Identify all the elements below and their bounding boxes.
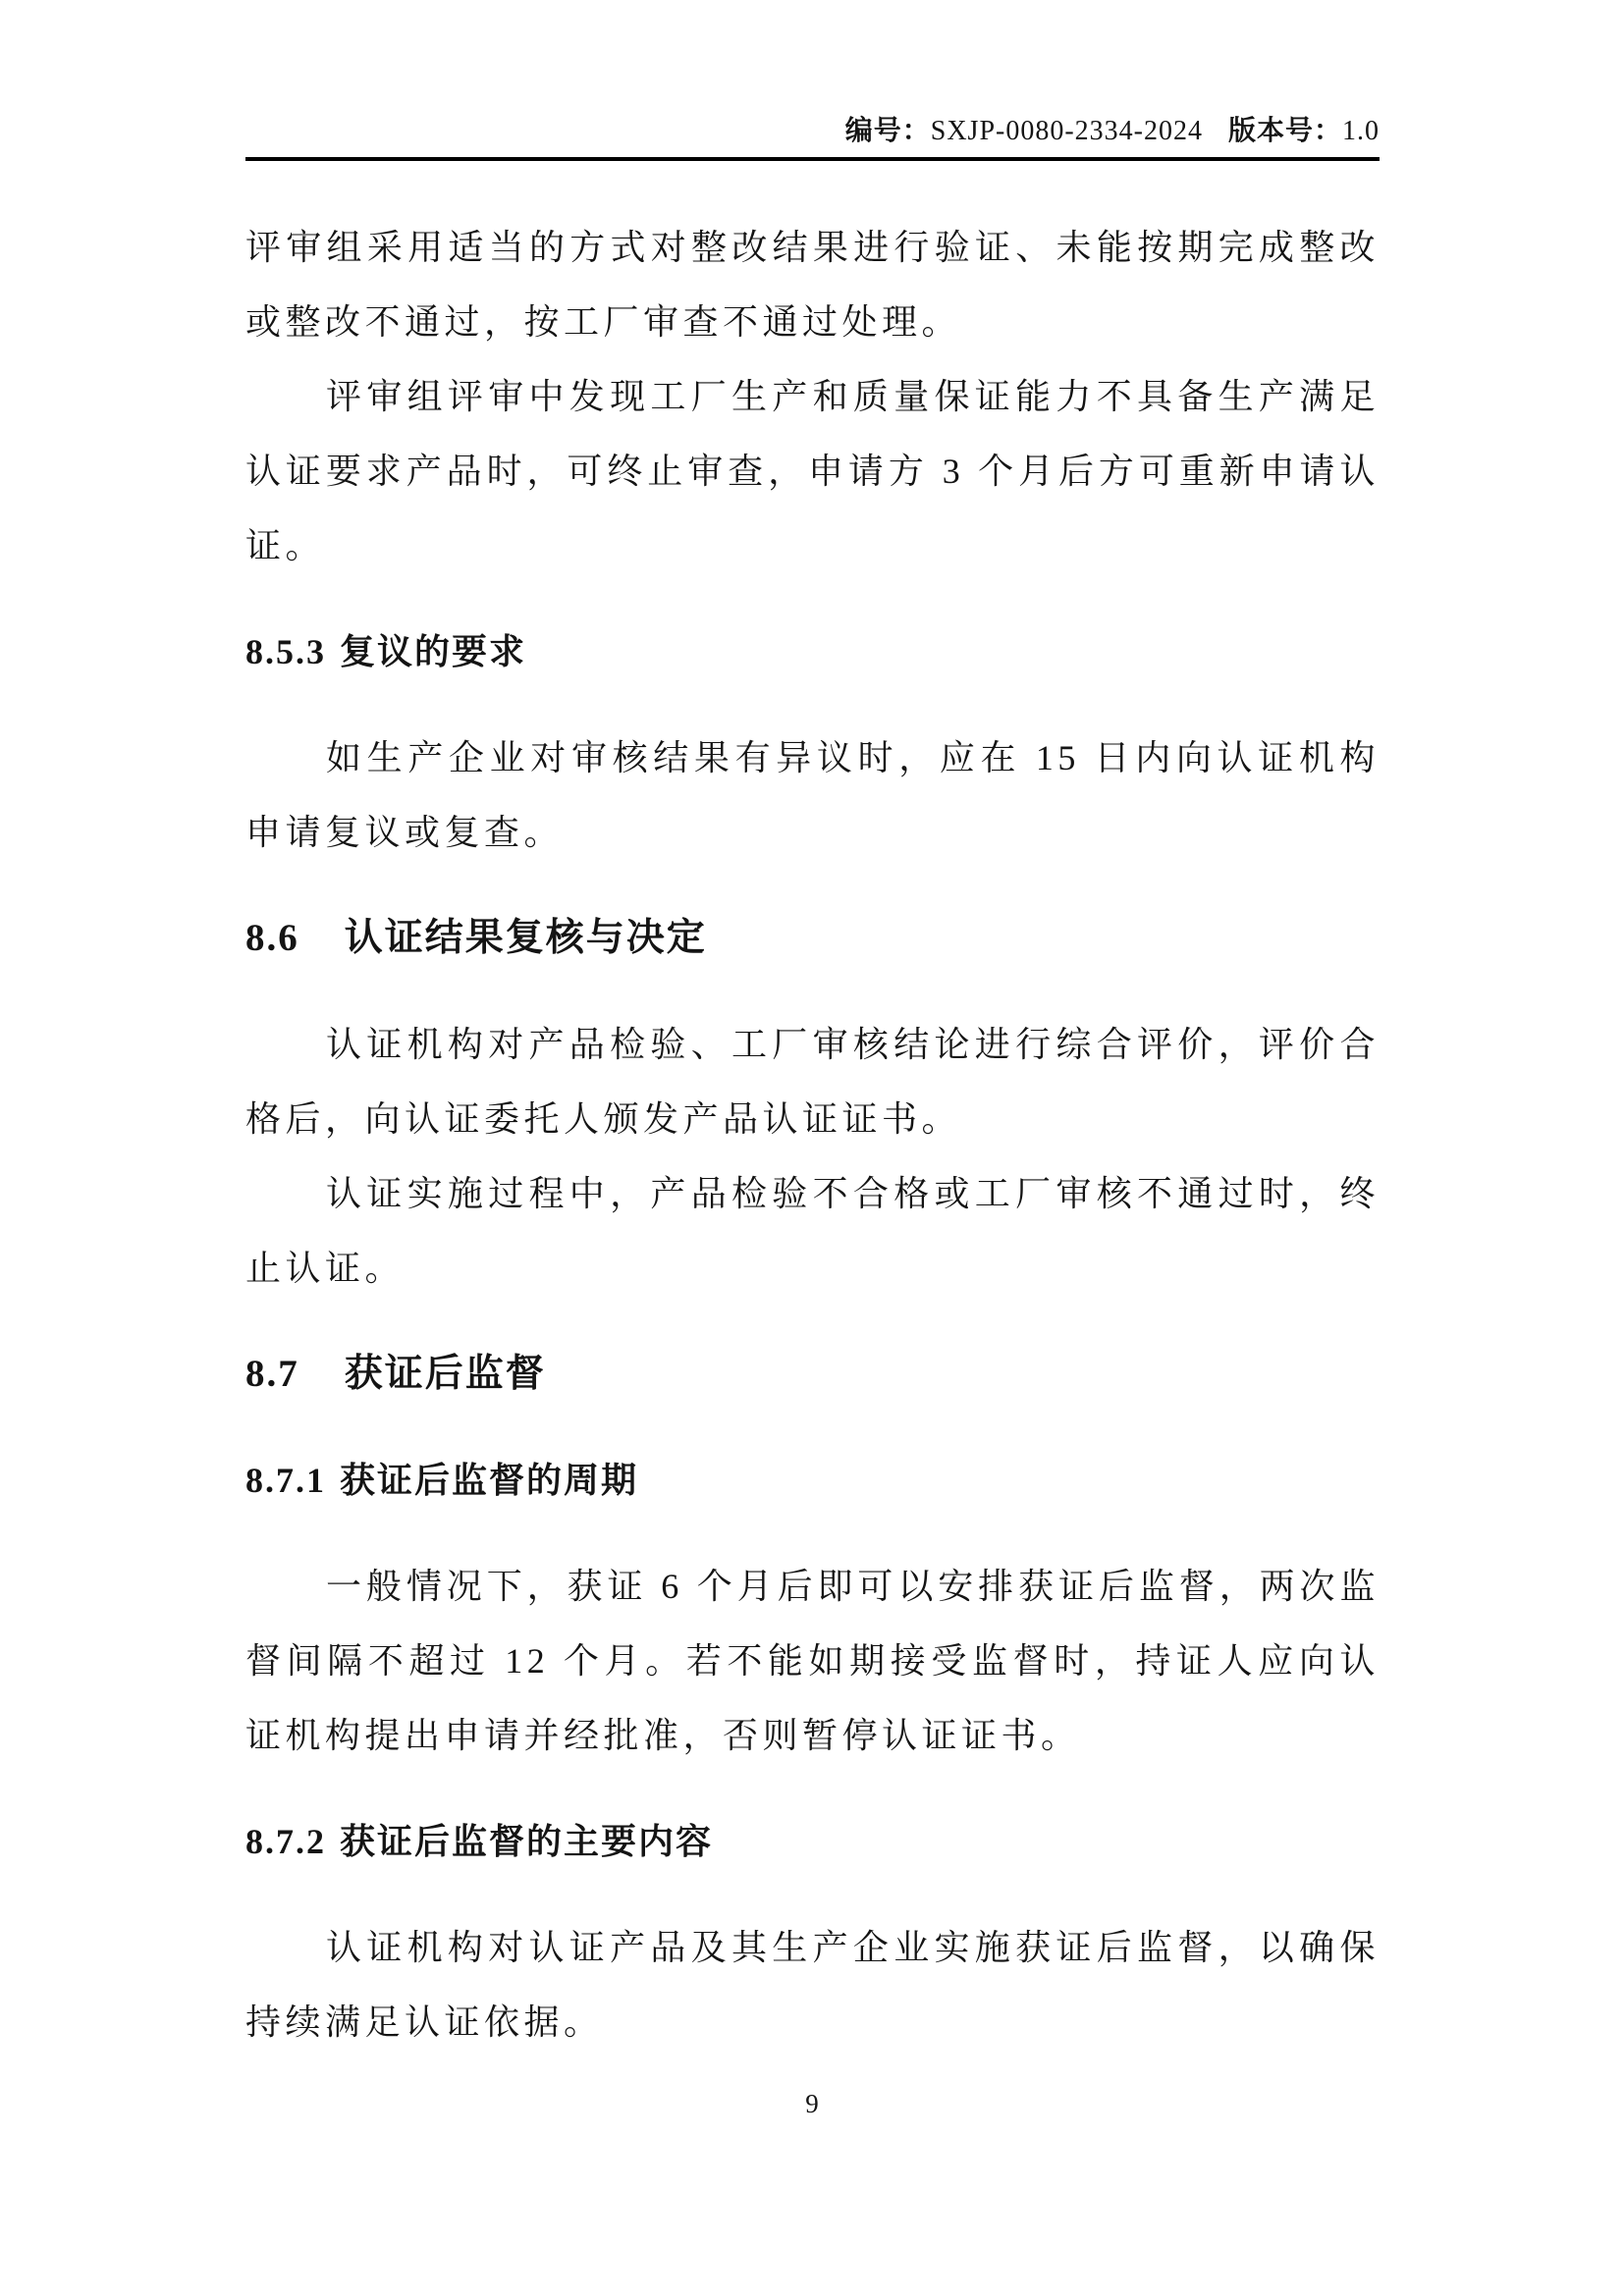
heading-title: 获证后监督	[344, 1353, 546, 1395]
section-heading	[245, 614, 1380, 689]
paragraph: 认证实施过程中，产品检验不合格或工厂审核不通过时，终止认证。	[245, 1174, 1380, 1288]
paragraph: 认证机构对产品检验、工厂审核结论进行综合评价，评价合格后，向认证委托人颁发产品认证证书。	[245, 1025, 1380, 1139]
paragraph: 评审组评审中发现工厂生产和质量保证能力不具备生产满足认证要求产品时，可终止审查，申请方 3 个月后方可重新申请认证。	[245, 377, 1380, 565]
heading-number: 8.5.3	[245, 632, 326, 671]
doc-version-label: 版本号：	[1227, 116, 1342, 146]
heading-title: 获证后监督的主要内容	[340, 1822, 714, 1861]
paragraph: 认证机构对认证产品及其生产企业实施获证后监督，以确保持续满足认证依据。	[245, 1928, 1380, 2042]
paragraph: 评审组采用适当的方式对整改结果进行验证、未能按期完成整改或整改不通过，按工厂审查不通过处理。	[245, 228, 1380, 342]
doc-number-label: 编号：	[844, 116, 931, 146]
heading-title: 复议的要求	[340, 632, 527, 671]
section-heading	[245, 1337, 1380, 1412]
heading-number: 8.7.1	[245, 1461, 326, 1500]
page-footer	[0, 2089, 1624, 2119]
heading-number: 8.7.2	[245, 1822, 326, 1861]
paragraph: 一般情况下，获证 6 个月后即可以安排获证后监督，两次监督间隔不超过 12 个月。若不能如期接受监督时，持证人应向认证机构提出申请并经批准，否则暂停认证证书。	[245, 1567, 1380, 1755]
page-header	[245, 0, 1380, 161]
document-body	[245, 210, 1380, 2059]
heading-number: 8.7	[245, 1353, 299, 1395]
heading-title: 认证结果复核与决定	[344, 917, 707, 959]
section-heading	[245, 1804, 1380, 1879]
doc-version-value: 1.0	[1342, 116, 1380, 146]
section-heading	[245, 1443, 1380, 1518]
heading-number: 8.6	[245, 917, 299, 959]
paragraph: 如生产企业对审核结果有异议时，应在 15 日内向认证机构申请复议或复查。	[245, 738, 1380, 852]
section-heading	[245, 901, 1380, 976]
doc-number-value: SXJP-0080-2334-2024	[930, 116, 1203, 146]
heading-title: 获证后监督的周期	[340, 1461, 639, 1500]
page-number: 9	[805, 2089, 819, 2118]
